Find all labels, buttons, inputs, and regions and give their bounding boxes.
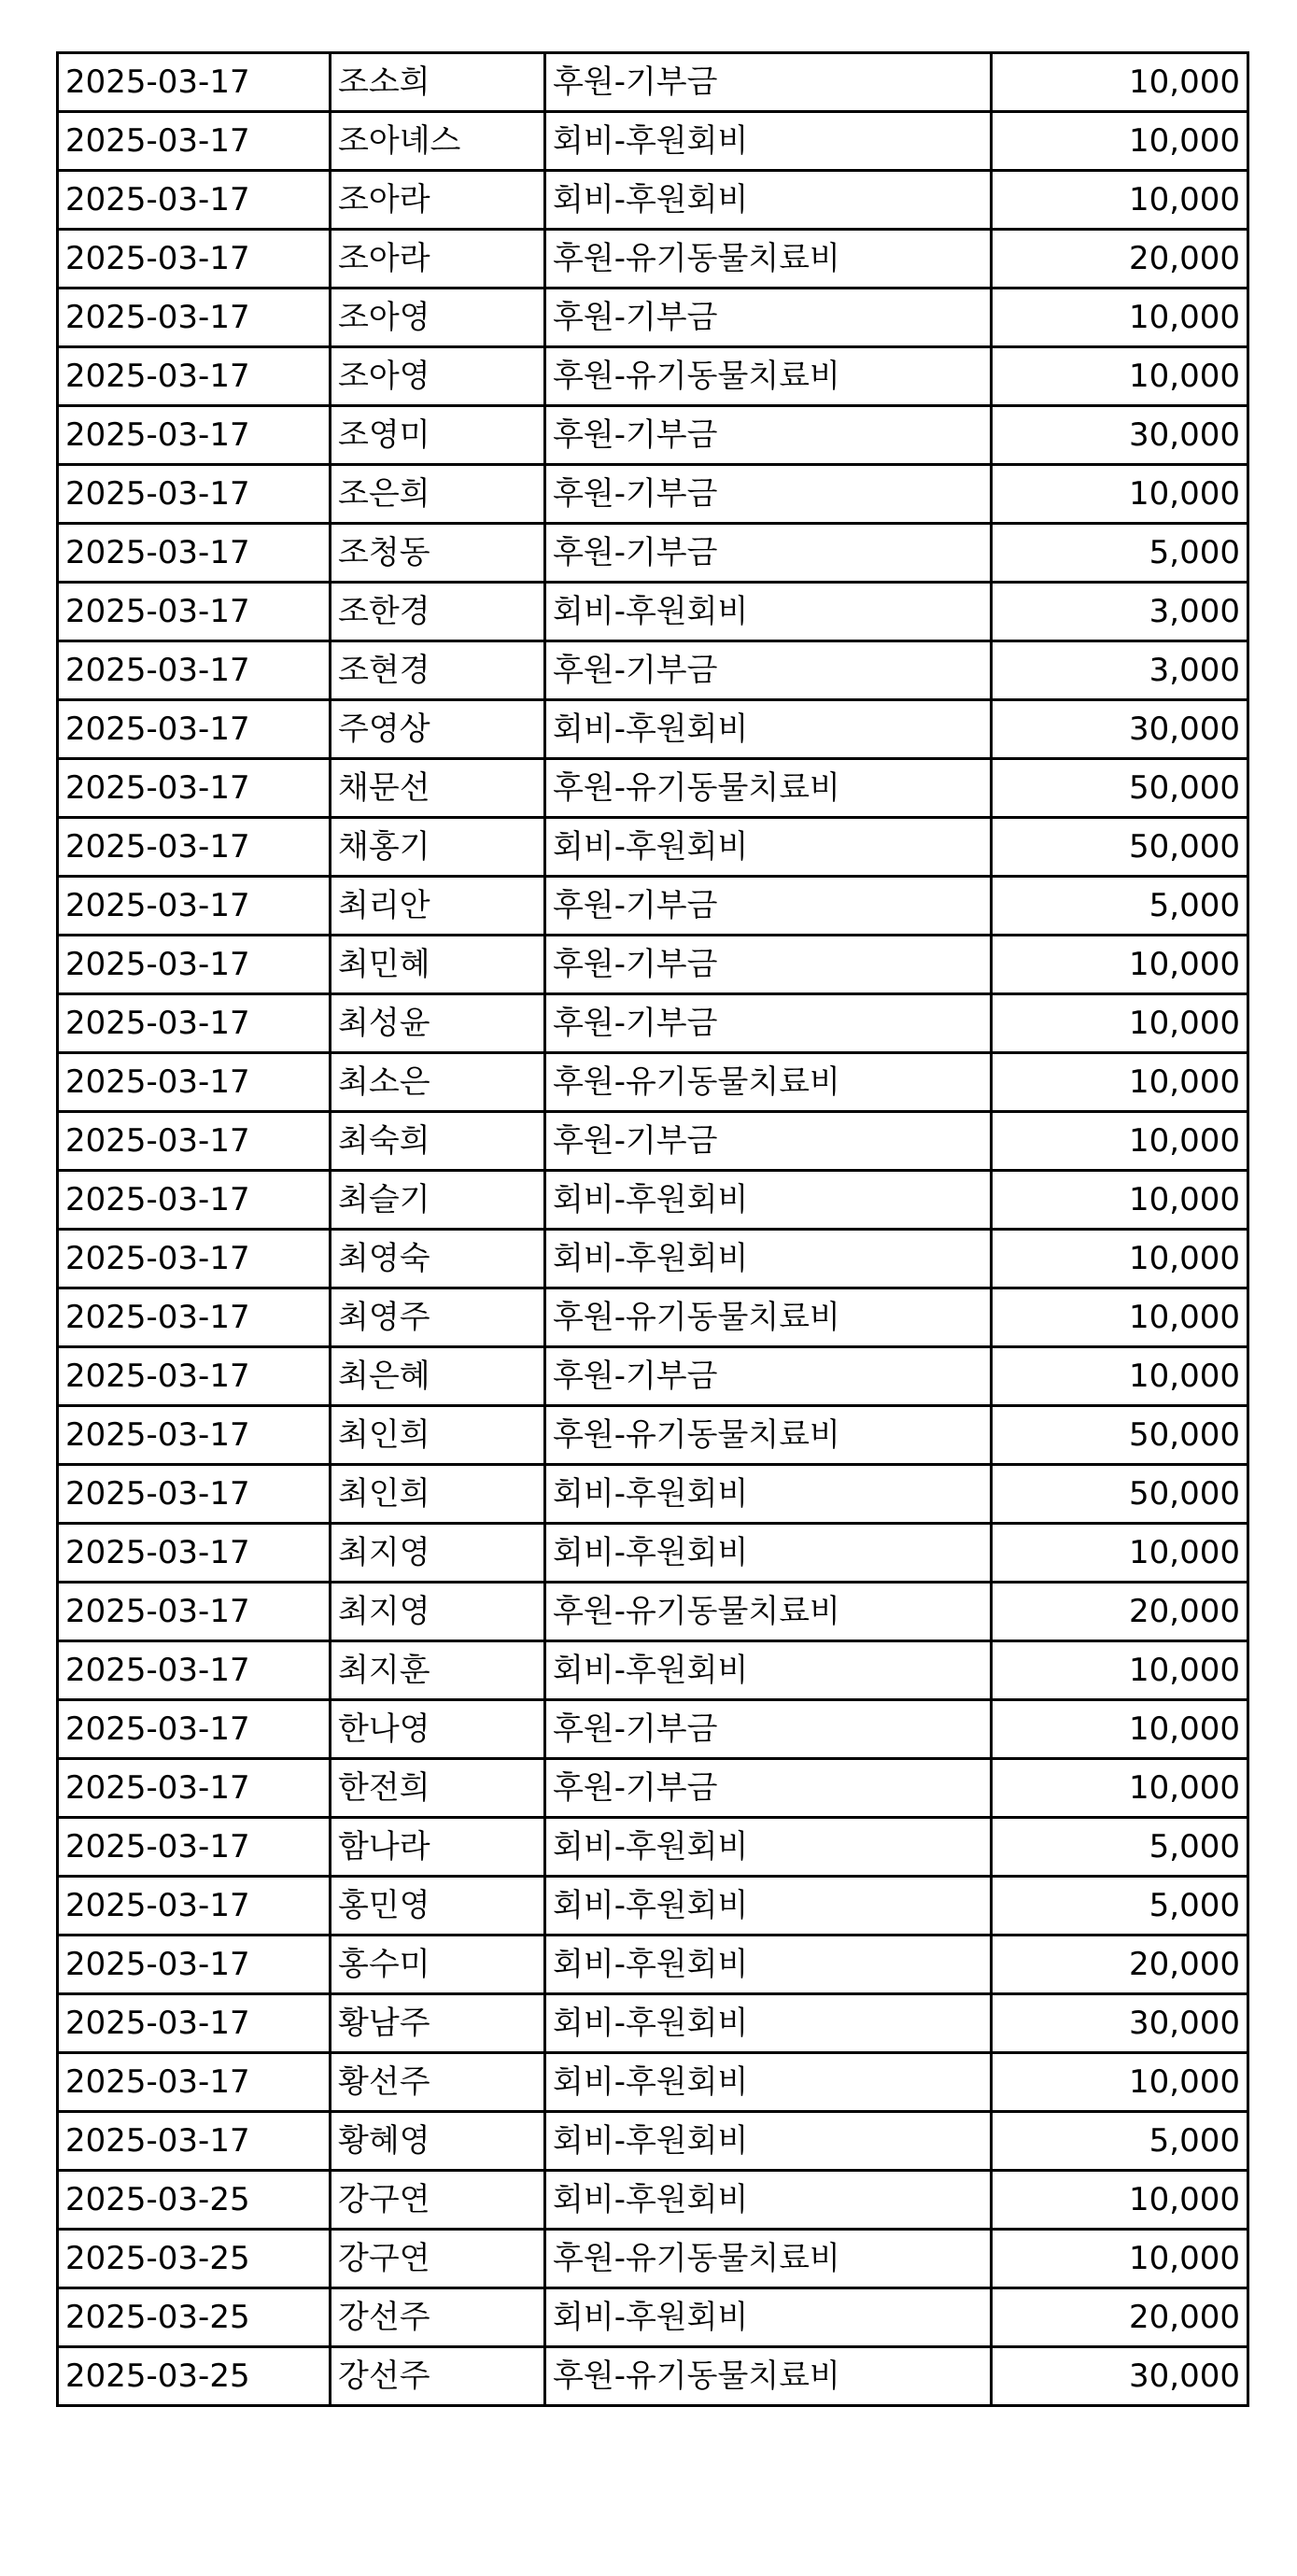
- table-row: [58, 2112, 1248, 2171]
- amount-cell: 10,000: [992, 1759, 1248, 1818]
- table-row: [58, 406, 1248, 465]
- date-cell: 2025-03-17: [58, 1818, 331, 1877]
- donor-name-cell: 조아영: [331, 289, 545, 347]
- table-row: [58, 1112, 1248, 1171]
- table-row: [58, 171, 1248, 230]
- date-cell: 2025-03-17: [58, 1053, 331, 1112]
- donor-name-cell: 최슬기: [331, 1171, 545, 1230]
- date-cell: 2025-03-17: [58, 1583, 331, 1641]
- amount-cell: 10,000: [992, 289, 1248, 347]
- category-cell: 회비-후원회비: [545, 1818, 992, 1877]
- amount-cell: 5,000: [992, 877, 1248, 936]
- amount-cell: 20,000: [992, 1583, 1248, 1641]
- donor-name-cell: 최영숙: [331, 1230, 545, 1288]
- table-row: [58, 2171, 1248, 2230]
- date-cell: 2025-03-17: [58, 53, 331, 112]
- date-cell: 2025-03-17: [58, 347, 331, 406]
- amount-cell: 10,000: [992, 171, 1248, 230]
- table-row: [58, 2347, 1248, 2406]
- category-cell: 회비-후원회비: [545, 1230, 992, 1288]
- amount-cell: 10,000: [992, 1641, 1248, 1700]
- donor-name-cell: 조영미: [331, 406, 545, 465]
- category-cell: 후원-기부금: [545, 524, 992, 583]
- category-cell: 후원-유기동물치료비: [545, 2230, 992, 2288]
- amount-cell: 10,000: [992, 1700, 1248, 1759]
- table-row: [58, 936, 1248, 994]
- date-cell: 2025-03-17: [58, 2053, 331, 2112]
- amount-cell: 50,000: [992, 1406, 1248, 1465]
- category-cell: 후원-기부금: [545, 406, 992, 465]
- amount-cell: 10,000: [992, 936, 1248, 994]
- date-cell: 2025-03-17: [58, 1936, 331, 1994]
- date-cell: 2025-03-25: [58, 2288, 331, 2347]
- category-cell: 회비-후원회비: [545, 583, 992, 641]
- table-row: [58, 1053, 1248, 1112]
- donor-name-cell: 조아영: [331, 347, 545, 406]
- category-cell: 후원-유기동물치료비: [545, 1053, 992, 1112]
- date-cell: 2025-03-17: [58, 230, 331, 289]
- donor-name-cell: 강구연: [331, 2230, 545, 2288]
- category-cell: 회비-후원회비: [545, 1641, 992, 1700]
- date-cell: 2025-03-17: [58, 524, 331, 583]
- table-row: [58, 1230, 1248, 1288]
- date-cell: 2025-03-17: [58, 818, 331, 877]
- category-cell: 회비-후원회비: [545, 700, 992, 759]
- table-row: [58, 53, 1248, 112]
- date-cell: 2025-03-17: [58, 289, 331, 347]
- date-cell: 2025-03-17: [58, 1112, 331, 1171]
- amount-cell: 10,000: [992, 994, 1248, 1053]
- date-cell: 2025-03-17: [58, 1230, 331, 1288]
- table-row: [58, 2053, 1248, 2112]
- amount-cell: 5,000: [992, 2112, 1248, 2171]
- table-row: [58, 465, 1248, 524]
- donor-name-cell: 최지영: [331, 1524, 545, 1583]
- donor-name-cell: 한나영: [331, 1700, 545, 1759]
- donor-name-cell: 최인희: [331, 1406, 545, 1465]
- date-cell: 2025-03-25: [58, 2171, 331, 2230]
- amount-cell: 10,000: [992, 1524, 1248, 1583]
- date-cell: 2025-03-17: [58, 1171, 331, 1230]
- amount-cell: 10,000: [992, 1053, 1248, 1112]
- table-row: [58, 641, 1248, 700]
- date-cell: 2025-03-17: [58, 1994, 331, 2053]
- amount-cell: 10,000: [992, 347, 1248, 406]
- category-cell: 후원-기부금: [545, 994, 992, 1053]
- donor-name-cell: 최소은: [331, 1053, 545, 1112]
- category-cell: 회비-후원회비: [545, 818, 992, 877]
- amount-cell: 10,000: [992, 53, 1248, 112]
- amount-cell: 3,000: [992, 583, 1248, 641]
- table-row: [58, 1406, 1248, 1465]
- category-cell: 회비-후원회비: [545, 2112, 992, 2171]
- category-cell: 후원-기부금: [545, 1347, 992, 1406]
- donor-name-cell: 최민혜: [331, 936, 545, 994]
- date-cell: 2025-03-17: [58, 994, 331, 1053]
- category-cell: 후원-기부금: [545, 641, 992, 700]
- category-cell: 후원-기부금: [545, 1112, 992, 1171]
- date-cell: 2025-03-25: [58, 2230, 331, 2288]
- category-cell: 후원-기부금: [545, 465, 992, 524]
- donor-name-cell: 황혜영: [331, 2112, 545, 2171]
- amount-cell: 10,000: [992, 112, 1248, 171]
- date-cell: 2025-03-17: [58, 1347, 331, 1406]
- amount-cell: 3,000: [992, 641, 1248, 700]
- category-cell: 후원-기부금: [545, 289, 992, 347]
- donor-name-cell: 최숙희: [331, 1112, 545, 1171]
- category-cell: 회비-후원회비: [545, 1171, 992, 1230]
- amount-cell: 20,000: [992, 1936, 1248, 1994]
- donor-name-cell: 최리안: [331, 877, 545, 936]
- table-row: [58, 1877, 1248, 1936]
- amount-cell: 20,000: [992, 230, 1248, 289]
- table-row: [58, 1818, 1248, 1877]
- donor-name-cell: 조아녜스: [331, 112, 545, 171]
- table-row: [58, 1171, 1248, 1230]
- amount-cell: 50,000: [992, 1465, 1248, 1524]
- category-cell: 후원-기부금: [545, 1759, 992, 1818]
- amount-cell: 10,000: [992, 1112, 1248, 1171]
- table-row: [58, 1759, 1248, 1818]
- table-row: [58, 347, 1248, 406]
- amount-cell: 50,000: [992, 818, 1248, 877]
- donor-name-cell: 황남주: [331, 1994, 545, 2053]
- donor-name-cell: 한전희: [331, 1759, 545, 1818]
- date-cell: 2025-03-17: [58, 112, 331, 171]
- date-cell: 2025-03-17: [58, 1641, 331, 1700]
- table-row: [58, 1583, 1248, 1641]
- amount-cell: 5,000: [992, 1877, 1248, 1936]
- table-row: [58, 994, 1248, 1053]
- category-cell: 후원-기부금: [545, 877, 992, 936]
- amount-cell: 10,000: [992, 465, 1248, 524]
- table-row: [58, 524, 1248, 583]
- date-cell: 2025-03-17: [58, 936, 331, 994]
- table-row: [58, 759, 1248, 818]
- amount-cell: 10,000: [992, 1171, 1248, 1230]
- amount-cell: 30,000: [992, 700, 1248, 759]
- amount-cell: 5,000: [992, 524, 1248, 583]
- table-row: [58, 2230, 1248, 2288]
- category-cell: 후원-유기동물치료비: [545, 1406, 992, 1465]
- table-row: [58, 2288, 1248, 2347]
- donor-name-cell: 조소희: [331, 53, 545, 112]
- category-cell: 후원-기부금: [545, 936, 992, 994]
- date-cell: 2025-03-17: [58, 1465, 331, 1524]
- donor-name-cell: 강선주: [331, 2288, 545, 2347]
- donor-name-cell: 조현경: [331, 641, 545, 700]
- donor-name-cell: 최성윤: [331, 994, 545, 1053]
- category-cell: 회비-후원회비: [545, 1877, 992, 1936]
- date-cell: 2025-03-17: [58, 171, 331, 230]
- table-row: [58, 1465, 1248, 1524]
- amount-cell: 30,000: [992, 406, 1248, 465]
- table-row: [58, 289, 1248, 347]
- category-cell: 후원-기부금: [545, 1700, 992, 1759]
- amount-cell: 10,000: [992, 2053, 1248, 2112]
- date-cell: 2025-03-17: [58, 641, 331, 700]
- donor-name-cell: 강구연: [331, 2171, 545, 2230]
- date-cell: 2025-03-25: [58, 2347, 331, 2406]
- donor-name-cell: 최지훈: [331, 1641, 545, 1700]
- amount-cell: 10,000: [992, 2171, 1248, 2230]
- category-cell: 회비-후원회비: [545, 171, 992, 230]
- category-cell: 후원-유기동물치료비: [545, 1583, 992, 1641]
- category-cell: 후원-유기동물치료비: [545, 1288, 992, 1347]
- table-row: [58, 877, 1248, 936]
- table-row: [58, 112, 1248, 171]
- amount-cell: 20,000: [992, 2288, 1248, 2347]
- donor-name-cell: 채문선: [331, 759, 545, 818]
- category-cell: 후원-유기동물치료비: [545, 2347, 992, 2406]
- table-row: [58, 230, 1248, 289]
- donor-name-cell: 최인희: [331, 1465, 545, 1524]
- amount-cell: 10,000: [992, 2230, 1248, 2288]
- donation-ledger-table: [56, 51, 1249, 2407]
- donor-name-cell: 채홍기: [331, 818, 545, 877]
- table-row: [58, 818, 1248, 877]
- donor-name-cell: 강선주: [331, 2347, 545, 2406]
- amount-cell: 50,000: [992, 759, 1248, 818]
- amount-cell: 5,000: [992, 1818, 1248, 1877]
- date-cell: 2025-03-17: [58, 1524, 331, 1583]
- donor-name-cell: 최영주: [331, 1288, 545, 1347]
- date-cell: 2025-03-17: [58, 1406, 331, 1465]
- donor-name-cell: 조한경: [331, 583, 545, 641]
- donor-name-cell: 조아라: [331, 230, 545, 289]
- date-cell: 2025-03-17: [58, 583, 331, 641]
- donor-name-cell: 홍수미: [331, 1936, 545, 1994]
- date-cell: 2025-03-17: [58, 2112, 331, 2171]
- table-row: [58, 1347, 1248, 1406]
- ledger-body: [58, 53, 1248, 2406]
- donor-name-cell: 홍민영: [331, 1877, 545, 1936]
- date-cell: 2025-03-17: [58, 406, 331, 465]
- category-cell: 회비-후원회비: [545, 1465, 992, 1524]
- donor-name-cell: 주영상: [331, 700, 545, 759]
- date-cell: 2025-03-17: [58, 465, 331, 524]
- date-cell: 2025-03-17: [58, 1700, 331, 1759]
- amount-cell: 10,000: [992, 1347, 1248, 1406]
- date-cell: 2025-03-17: [58, 1288, 331, 1347]
- category-cell: 후원-기부금: [545, 53, 992, 112]
- category-cell: 회비-후원회비: [545, 2053, 992, 2112]
- category-cell: 회비-후원회비: [545, 1524, 992, 1583]
- donor-name-cell: 최은혜: [331, 1347, 545, 1406]
- category-cell: 회비-후원회비: [545, 2288, 992, 2347]
- date-cell: 2025-03-17: [58, 759, 331, 818]
- amount-cell: 10,000: [992, 1230, 1248, 1288]
- category-cell: 회비-후원회비: [545, 112, 992, 171]
- category-cell: 후원-유기동물치료비: [545, 347, 992, 406]
- category-cell: 후원-유기동물치료비: [545, 759, 992, 818]
- amount-cell: 30,000: [992, 1994, 1248, 2053]
- donor-name-cell: 조은희: [331, 465, 545, 524]
- table-row: [58, 1524, 1248, 1583]
- date-cell: 2025-03-17: [58, 1877, 331, 1936]
- table-row: [58, 1288, 1248, 1347]
- donor-name-cell: 함나라: [331, 1818, 545, 1877]
- table-row: [58, 1641, 1248, 1700]
- category-cell: 회비-후원회비: [545, 1936, 992, 1994]
- donor-name-cell: 황선주: [331, 2053, 545, 2112]
- date-cell: 2025-03-17: [58, 700, 331, 759]
- date-cell: 2025-03-17: [58, 877, 331, 936]
- table-row: [58, 1700, 1248, 1759]
- table-row: [58, 583, 1248, 641]
- category-cell: 회비-후원회비: [545, 2171, 992, 2230]
- table-row: [58, 1936, 1248, 1994]
- category-cell: 회비-후원회비: [545, 1994, 992, 2053]
- donor-name-cell: 최지영: [331, 1583, 545, 1641]
- donor-name-cell: 조아라: [331, 171, 545, 230]
- table-row: [58, 1994, 1248, 2053]
- donor-name-cell: 조청동: [331, 524, 545, 583]
- amount-cell: 10,000: [992, 1288, 1248, 1347]
- category-cell: 후원-유기동물치료비: [545, 230, 992, 289]
- amount-cell: 30,000: [992, 2347, 1248, 2406]
- table-row: [58, 700, 1248, 759]
- date-cell: 2025-03-17: [58, 1759, 331, 1818]
